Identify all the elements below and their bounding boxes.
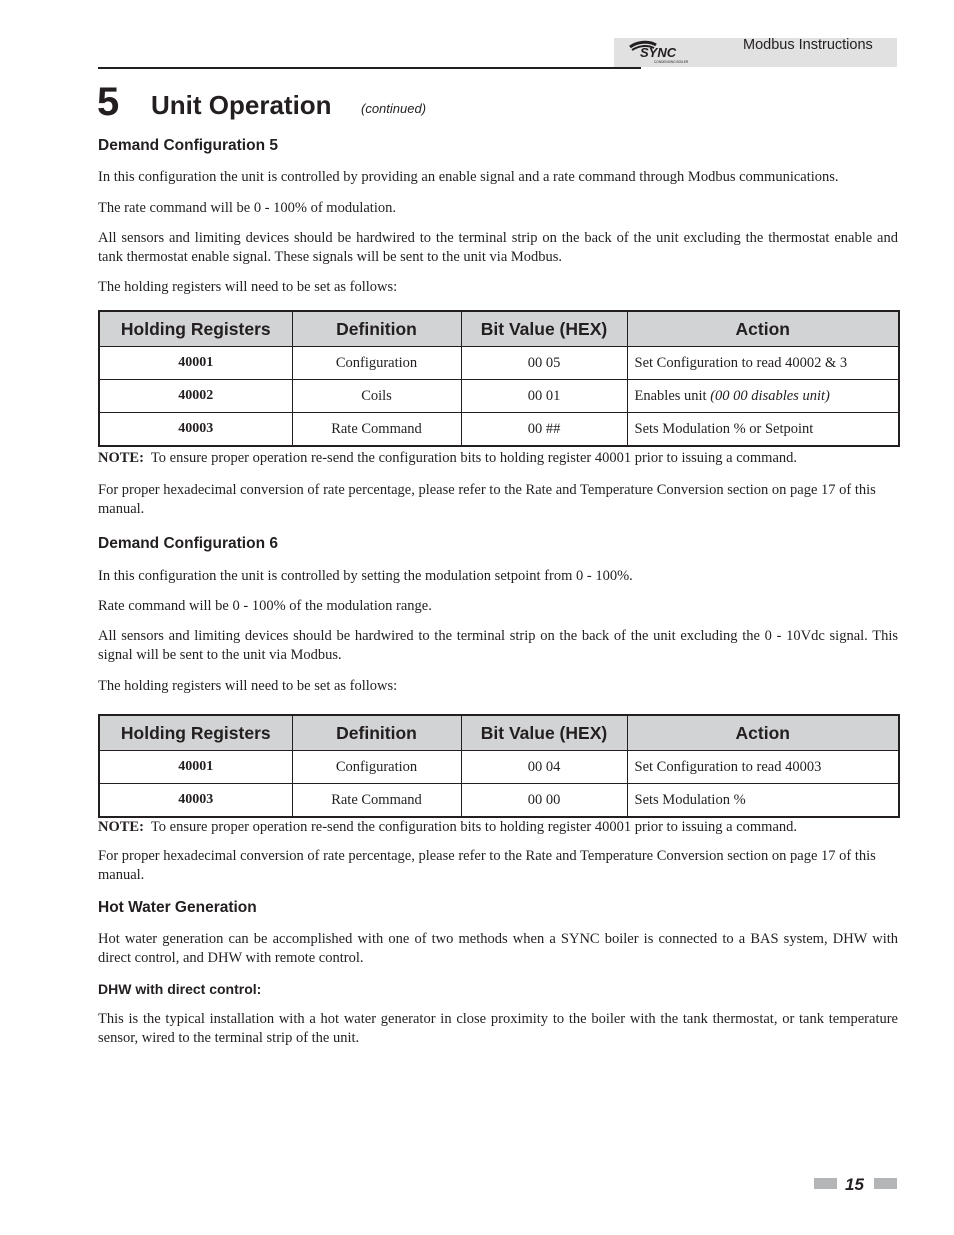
- column-header-action: Action: [627, 311, 899, 347]
- config6-paragraph-1: In this configuration the unit is controlled by setting the modulation setpoint from 0 - 100%.: [98, 568, 633, 584]
- register-cell: 40003: [99, 784, 292, 818]
- register-cell: 40001: [99, 751, 292, 784]
- table-row: [99, 751, 899, 784]
- column-header-action: Action: [627, 715, 899, 751]
- definition-cell: Coils: [292, 380, 461, 413]
- config5-note: [98, 449, 898, 468]
- bit-value-cell: 00 ##: [461, 413, 627, 447]
- column-header-holding-registers: Holding Registers: [99, 715, 292, 751]
- column-header-bit-value: Bit Value (HEX): [461, 715, 627, 751]
- action-cell: Set Configuration to read 40002 & 3: [627, 347, 899, 380]
- table-row: [99, 380, 899, 413]
- bit-value-cell: 00 01: [461, 380, 627, 413]
- config6-paragraph-4: The holding registers will need to be set as follows:: [98, 678, 398, 694]
- bit-value-cell: 00 04: [461, 751, 627, 784]
- column-header-definition: Definition: [292, 311, 461, 347]
- hot-water-heading: Hot Water Generation: [98, 899, 257, 916]
- note-label: NOTE:: [98, 819, 144, 835]
- config5-paragraph-1: In this configuration the unit is controlled by providing an enable signal and a rate command through Modbus communications.: [98, 169, 839, 185]
- action-cell: Sets Modulation %: [627, 784, 899, 818]
- config6-note: [98, 818, 898, 837]
- config5-paragraph-5: For proper hexadecimal conversion of rate percentage, please refer to the Rate and Temperature Conversion section on page 17 of this manual.: [98, 482, 876, 517]
- table-header-row: [99, 715, 899, 751]
- config6-paragraph-2: Rate command will be 0 - 100% of the modulation range.: [98, 598, 432, 614]
- bit-value-cell: 00 00: [461, 784, 627, 818]
- footer-bar-left: [814, 1178, 837, 1189]
- action-cell: [627, 380, 899, 413]
- footer-bar-right: [874, 1178, 897, 1189]
- bit-value-cell: 00 05: [461, 347, 627, 380]
- column-header-definition: Definition: [292, 715, 461, 751]
- config6-heading: Demand Configuration 6: [98, 535, 278, 552]
- chapter-title: Unit Operation: [151, 90, 332, 120]
- sync-logo: [628, 39, 692, 65]
- definition-cell: Configuration: [292, 751, 461, 784]
- action-cell: Sets Modulation % or Setpoint: [627, 413, 899, 447]
- config5-register-table: [98, 310, 900, 447]
- hot-water-paragraph-1: Hot water generation can be accomplished with one of two methods when a SYNC boiler is connected to a BAS system, DHW with direct control, and DHW with remote control.: [98, 931, 898, 966]
- action-text: Enables unit: [634, 387, 711, 404]
- table-row: [99, 347, 899, 380]
- logo-text: SYNC: [640, 45, 677, 60]
- header-rule: [98, 67, 641, 69]
- config5-paragraph-4: The holding registers will need to be set as follows:: [98, 279, 398, 295]
- config6-paragraph-5: For proper hexadecimal conversion of rate percentage, please refer to the Rate and Temperature Conversion section on page 17 of this manual.: [98, 848, 876, 883]
- column-header-bit-value: Bit Value (HEX): [461, 311, 627, 347]
- note-label: NOTE:: [98, 450, 144, 466]
- page-number: 15: [845, 1175, 864, 1194]
- action-cell: Set Configuration to read 40003: [627, 751, 899, 784]
- note-text: To ensure proper operation re-send the configuration bits to holding register 40001 prior to issuing a command.: [150, 450, 798, 466]
- dhw-direct-subheading: DHW with direct control:: [98, 981, 262, 997]
- chapter-continued: (continued): [361, 101, 427, 116]
- note-text: To ensure proper operation re-send the configuration bits to holding register 40001 prior to issuing a command.: [150, 819, 798, 835]
- definition-cell: Rate Command: [292, 784, 461, 818]
- chapter-number: 5: [97, 80, 120, 124]
- hot-water-paragraph-2: This is the typical installation with a hot water generator in close proximity to the boiler with the tank thermostat, or tank temperature sensor, wired to the terminal strip of the unit.: [98, 1011, 898, 1046]
- register-cell: 40001: [99, 347, 292, 380]
- column-header-holding-registers: Holding Registers: [99, 311, 292, 347]
- header-section-title: Modbus Instructions: [743, 37, 873, 53]
- config5-paragraph-3: All sensors and limiting devices should be hardwired to the terminal strip on the back of the unit excluding the thermostat enable and tank thermostat enable signal. These signals will be sent to the unit via Modbus.: [98, 230, 898, 265]
- config5-paragraph-2: The rate command will be 0 - 100% of modulation.: [98, 200, 396, 216]
- config6-paragraph-3: All sensors and limiting devices should be hardwired to the terminal strip on the back of the unit excluding the 0 - 10Vdc signal. This signal will be sent to the unit via Modbus.: [98, 628, 898, 663]
- table-header-row: [99, 311, 899, 347]
- register-cell: 40003: [99, 413, 292, 447]
- definition-cell: Rate Command: [292, 413, 461, 447]
- table-row: [99, 784, 899, 818]
- logo-subtext: CONDENSING BOILER: [654, 60, 689, 64]
- register-cell: 40002: [99, 380, 292, 413]
- table-row: [99, 413, 899, 447]
- config5-heading: Demand Configuration 5: [98, 137, 278, 154]
- config6-register-table: [98, 714, 900, 818]
- action-note: (00 00 disables unit): [710, 387, 830, 404]
- definition-cell: Configuration: [292, 347, 461, 380]
